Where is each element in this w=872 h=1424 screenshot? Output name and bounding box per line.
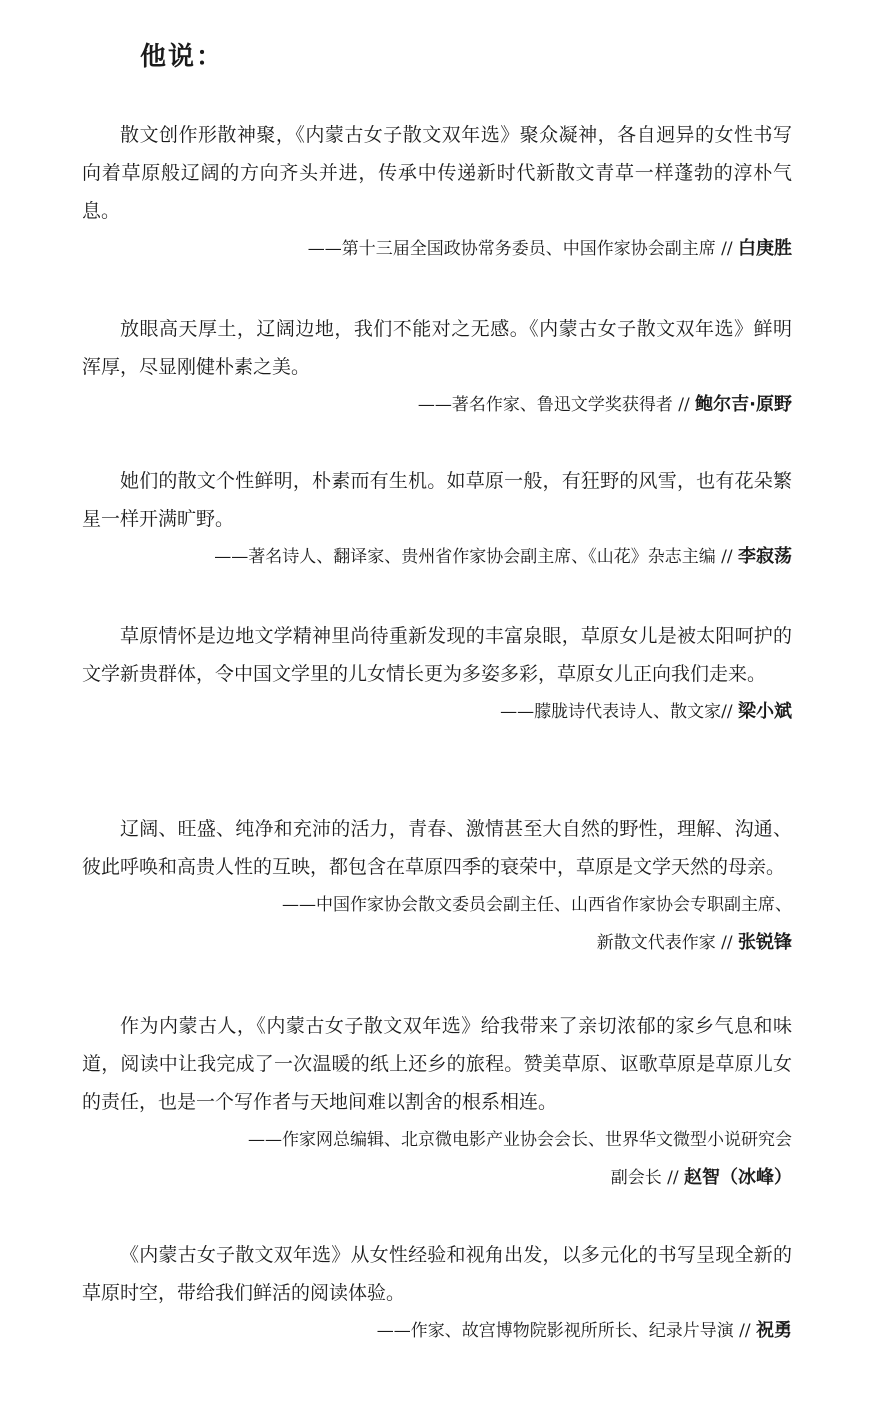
quote-attribution bbox=[82, 386, 792, 424]
quote-text: 放眼高天厚土，辽阔边地，我们不能对之无感。《内蒙古女子散文双年选》鲜明浑厚，尽显刚健朴素之美。 bbox=[82, 318, 792, 378]
attribution-title: ——著名作家、鲁迅文学奖获得者 // bbox=[417, 395, 696, 415]
quote-block bbox=[82, 1236, 792, 1350]
quote-attribution bbox=[82, 538, 792, 576]
quote-attribution bbox=[82, 1159, 792, 1197]
quote-text: 《内蒙古女子散文双年选》从女性经验和视角出发，以多元化的书写呈现全新的草原时空，带给我们鲜活的阅读体验。 bbox=[82, 1244, 792, 1304]
attribution-author: 赵智（冰峰） bbox=[684, 1167, 792, 1188]
quote-block bbox=[82, 462, 792, 576]
page-heading: 他说： bbox=[140, 42, 225, 72]
quote-attribution bbox=[82, 693, 792, 731]
quote-attribution bbox=[82, 886, 792, 924]
quote-text: 作为内蒙古人，《内蒙古女子散文双年选》给我带来了亲切浓郁的家乡气息和味道，阅读中让我完成了一次温暖的纸上还乡的旅程。赞美草原、讴歌草原是草原儿女的责任，也是一个写作者与天地间难以割舍的根系相连。 bbox=[82, 1015, 792, 1113]
quote-attribution bbox=[82, 1121, 792, 1159]
attribution-author: 鲍尔吉·原野 bbox=[695, 394, 792, 415]
quote-text: 她们的散文个性鲜明，朴素而有生机。如草原一般，有狂野的风雪，也有花朵繁星一样开满旷野。 bbox=[82, 470, 792, 530]
attribution-title: ——中国作家协会散文委员会副主任、山西省作家协会专职副主席、 bbox=[282, 895, 792, 915]
quote-attribution bbox=[82, 230, 792, 268]
quote-block bbox=[82, 617, 792, 731]
quote-block bbox=[82, 310, 792, 424]
attribution-title: ——朦胧诗代表诗人、散文家// bbox=[500, 702, 738, 722]
quote-attribution bbox=[82, 1312, 792, 1350]
attribution-author: 李寂荡 bbox=[738, 546, 792, 567]
quote-attribution bbox=[82, 924, 792, 962]
attribution-author: 梁小斌 bbox=[738, 701, 792, 722]
attribution-title: 新散文代表作家 // bbox=[596, 933, 738, 953]
quote-block bbox=[82, 810, 792, 962]
attribution-title: ——作家网总编辑、北京微电影产业协会会长、世界华文微型小说研究会 bbox=[248, 1130, 792, 1150]
quote-text: 辽阔、旺盛、纯净和充沛的活力，青春、激情甚至大自然的野性，理解、沟通、彼此呼唤和高贵人性的互映，都包含在草原四季的衰荣中，草原是文学天然的母亲。 bbox=[82, 818, 792, 878]
quote-block bbox=[82, 116, 792, 268]
attribution-title: 副会长 // bbox=[610, 1168, 684, 1188]
quote-text: 草原情怀是边地文学精神里尚待重新发现的丰富泉眼，草原女儿是被太阳呵护的文学新贵群体，令中国文学里的儿女情长更为多姿多彩，草原女儿正向我们走来。 bbox=[82, 625, 792, 685]
attribution-title: ——著名诗人、翻译家、贵州省作家协会副主席、《山花》杂志主编 // bbox=[214, 547, 738, 567]
attribution-title: ——作家、故宫博物院影视所所长、纪录片导演 // bbox=[376, 1321, 756, 1341]
attribution-title: ——第十三届全国政协常务委员、中国作家协会副主席 // bbox=[307, 239, 738, 259]
quote-block bbox=[82, 1007, 792, 1197]
attribution-author: 祝勇 bbox=[756, 1320, 792, 1341]
quote-text: 散文创作形散神聚，《内蒙古女子散文双年选》聚众凝神，各自迥异的女性书写向着草原般辽阔的方向齐头并进，传承中传递新时代新散文青草一样蓬勃的淳朴气息。 bbox=[82, 124, 792, 222]
attribution-author: 白庚胜 bbox=[738, 238, 792, 259]
attribution-author: 张锐锋 bbox=[738, 932, 792, 953]
